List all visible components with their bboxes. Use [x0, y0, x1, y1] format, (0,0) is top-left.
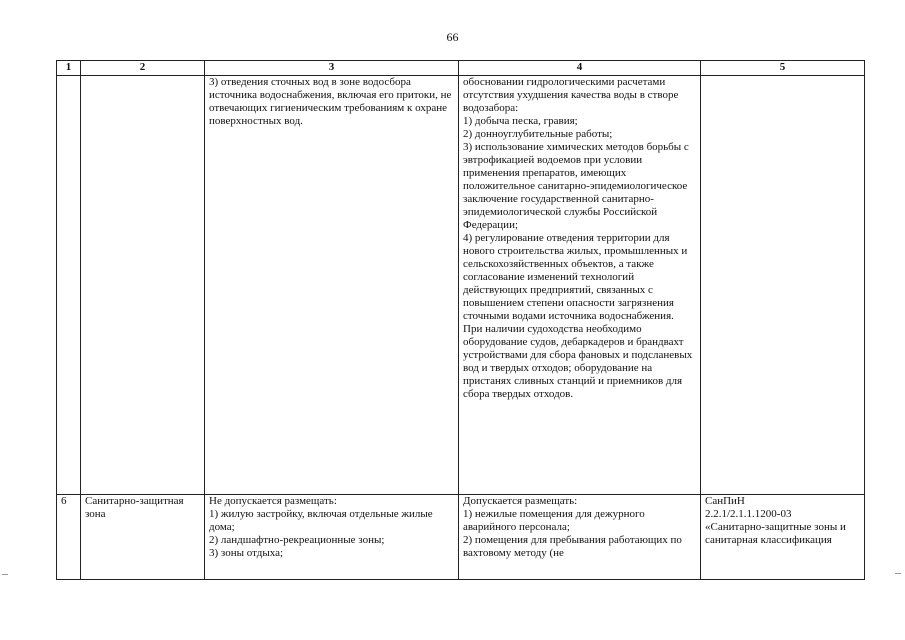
table-row: [57, 76, 865, 495]
header-col-1: 1: [57, 61, 81, 76]
header-col-4: 4: [459, 61, 701, 76]
permission-item: 2) донноуглубительные работы;: [463, 128, 613, 140]
table-row: [57, 495, 865, 580]
zone-name: Санитарно-защитная зона: [81, 495, 205, 580]
restriction-item: 3) отведения сточных вод в зоне водосбора источника водоснабжения, включая его притоки, не отвечающих гигиеническим требованиям к охране поверхностных вод.: [209, 76, 452, 127]
header-col-2: 2: [81, 61, 205, 76]
header-col-5: 5: [701, 61, 865, 76]
table-header-row: [57, 61, 865, 76]
row-number: 6: [57, 495, 81, 580]
permission-item: 2) помещения для пребывания работающих по вахтовому методу (не: [463, 534, 682, 559]
permission-item: 4) регулирование отведения территории для нового строительства жилых, промышленных и сельскохозяйственных объектов, а также согласование изменений технологий действующих предприятий, связанных с повышением степени опасности загрязнения сточными водами источника водоснабжения.: [463, 232, 688, 322]
restriction-heading: Не допускается размещать:: [209, 495, 337, 507]
header-col-3: 3: [205, 61, 459, 76]
permission-note: При наличии судоходства необходимо оборудование судов, дебаркадеров и брандвахт устройствами для сбора фановых и подсланевых вод и твердых отходов; оборудование на пристанях сливных станций и приемников для сбора твердых отходов.: [463, 323, 693, 400]
row-cont-col-4: [459, 76, 701, 495]
requirements-table: [56, 60, 865, 580]
row-6-col-4: [459, 495, 701, 580]
row-6-col-3: [205, 495, 459, 580]
row-cont-col-1: [57, 76, 81, 495]
restriction-item: 1) жилую застройку, включая отдельные жилые дома;: [209, 508, 433, 533]
permission-item: 3) использование химических методов борьбы с эвтрофикацией водоемов при условии применения препаратов, имеющих положительное санитарно-эпидемиологическое заключение государственной санитарно-эпидемиологической службы Российской Федерации;: [463, 141, 689, 231]
row-cont-col-2: [81, 76, 205, 495]
permission-item: 1) нежилые помещения для дежурного аварийного персонала;: [463, 508, 645, 533]
scan-artifact: [2, 574, 8, 575]
restriction-item: 2) ландшафтно-рекреационные зоны;: [209, 534, 385, 546]
permission-text: обосновании гидрологическими расчетами отсутствия ухудшения качества воды в створе водозабора:: [463, 76, 679, 114]
scan-artifact: [895, 573, 901, 574]
row-cont-col-3: [205, 76, 459, 495]
restriction-item: 3) зоны отдыха;: [209, 547, 284, 559]
permission-item: 1) добыча песка, гравия;: [463, 115, 578, 127]
page-number: 66: [446, 30, 459, 44]
regulation-ref: СанПиН: [705, 495, 745, 507]
permission-heading: Допускается размещать:: [463, 495, 578, 507]
row-6-col-5: [701, 495, 865, 580]
regulation-ref: «Санитарно-защитные зоны и санитарная классификация: [705, 521, 846, 546]
row-cont-col-5: [701, 76, 865, 495]
regulation-ref: 2.2.1/2.1.1.1200-03: [705, 508, 792, 520]
